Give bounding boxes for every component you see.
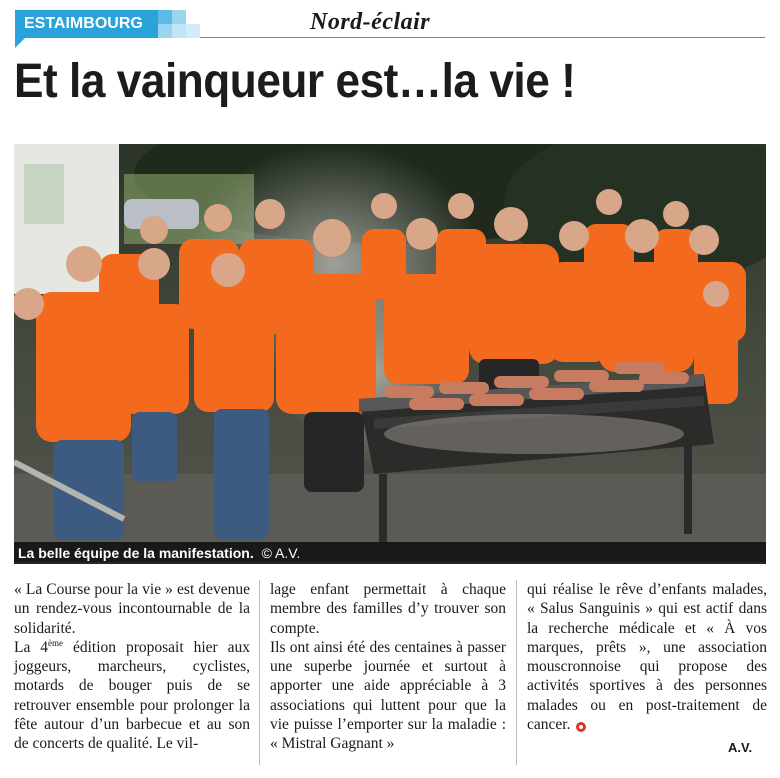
author-signature: A.V. [728,740,753,755]
article-paragraph: qui réalise le rêve d’enfants malades, « Salus Sanguinis » qui est actif dans la recherche médicale et « À vos marques, prêts », une association mouscronnoise qui propose des activités sportives à des personnes malades ou en post-traitement de cancer. [527,581,767,734]
article-photo [14,144,766,562]
column-divider [259,580,260,765]
section-tag-arrow [15,38,25,48]
article-paragraph: Ils ont ainsi été des centaines à passer une superbe journée et surtout à apporter une aide appréciable à 3 associations qui luttent pour que la vie puisse l’emporter sur la maladie : « Mistral Gagnant » [270,638,506,753]
article-paragraph: lage enfant permettait à chaque membre des familles d’y trouver son compte. [270,581,506,637]
column-divider [516,580,517,765]
article-paragraph: La 4ème édition proposait hier aux joggeurs, marcheurs, cyclistes, motards de bouger puis de se retrouver ensemble pour prolonger la fête autour d’un barbecue et au son de concerts de qualité. Le vil- [14,637,250,753]
article-column-2 [270,580,506,754]
photo-credit: © A.V. [261,545,301,561]
headline: Et la vainqueur est…la vie ! [14,55,576,108]
masthead: Nord-éclair [310,9,431,35]
photo-caption-text: La belle équipe de la manifestation. [18,545,254,561]
article-paragraph: « La Course pour la vie » est devenue un rendez-vous incontournable de la solidarité. [14,581,250,637]
article-column-1 [14,580,250,754]
section-tag: ESTAIMBOURG [15,10,183,38]
header-rule [200,37,765,38]
group-photo-illustration [14,144,766,562]
section-tag-decoration [158,10,200,38]
article-column-3 [527,580,767,734]
photo-caption [14,542,766,564]
end-of-article-icon [576,722,586,732]
